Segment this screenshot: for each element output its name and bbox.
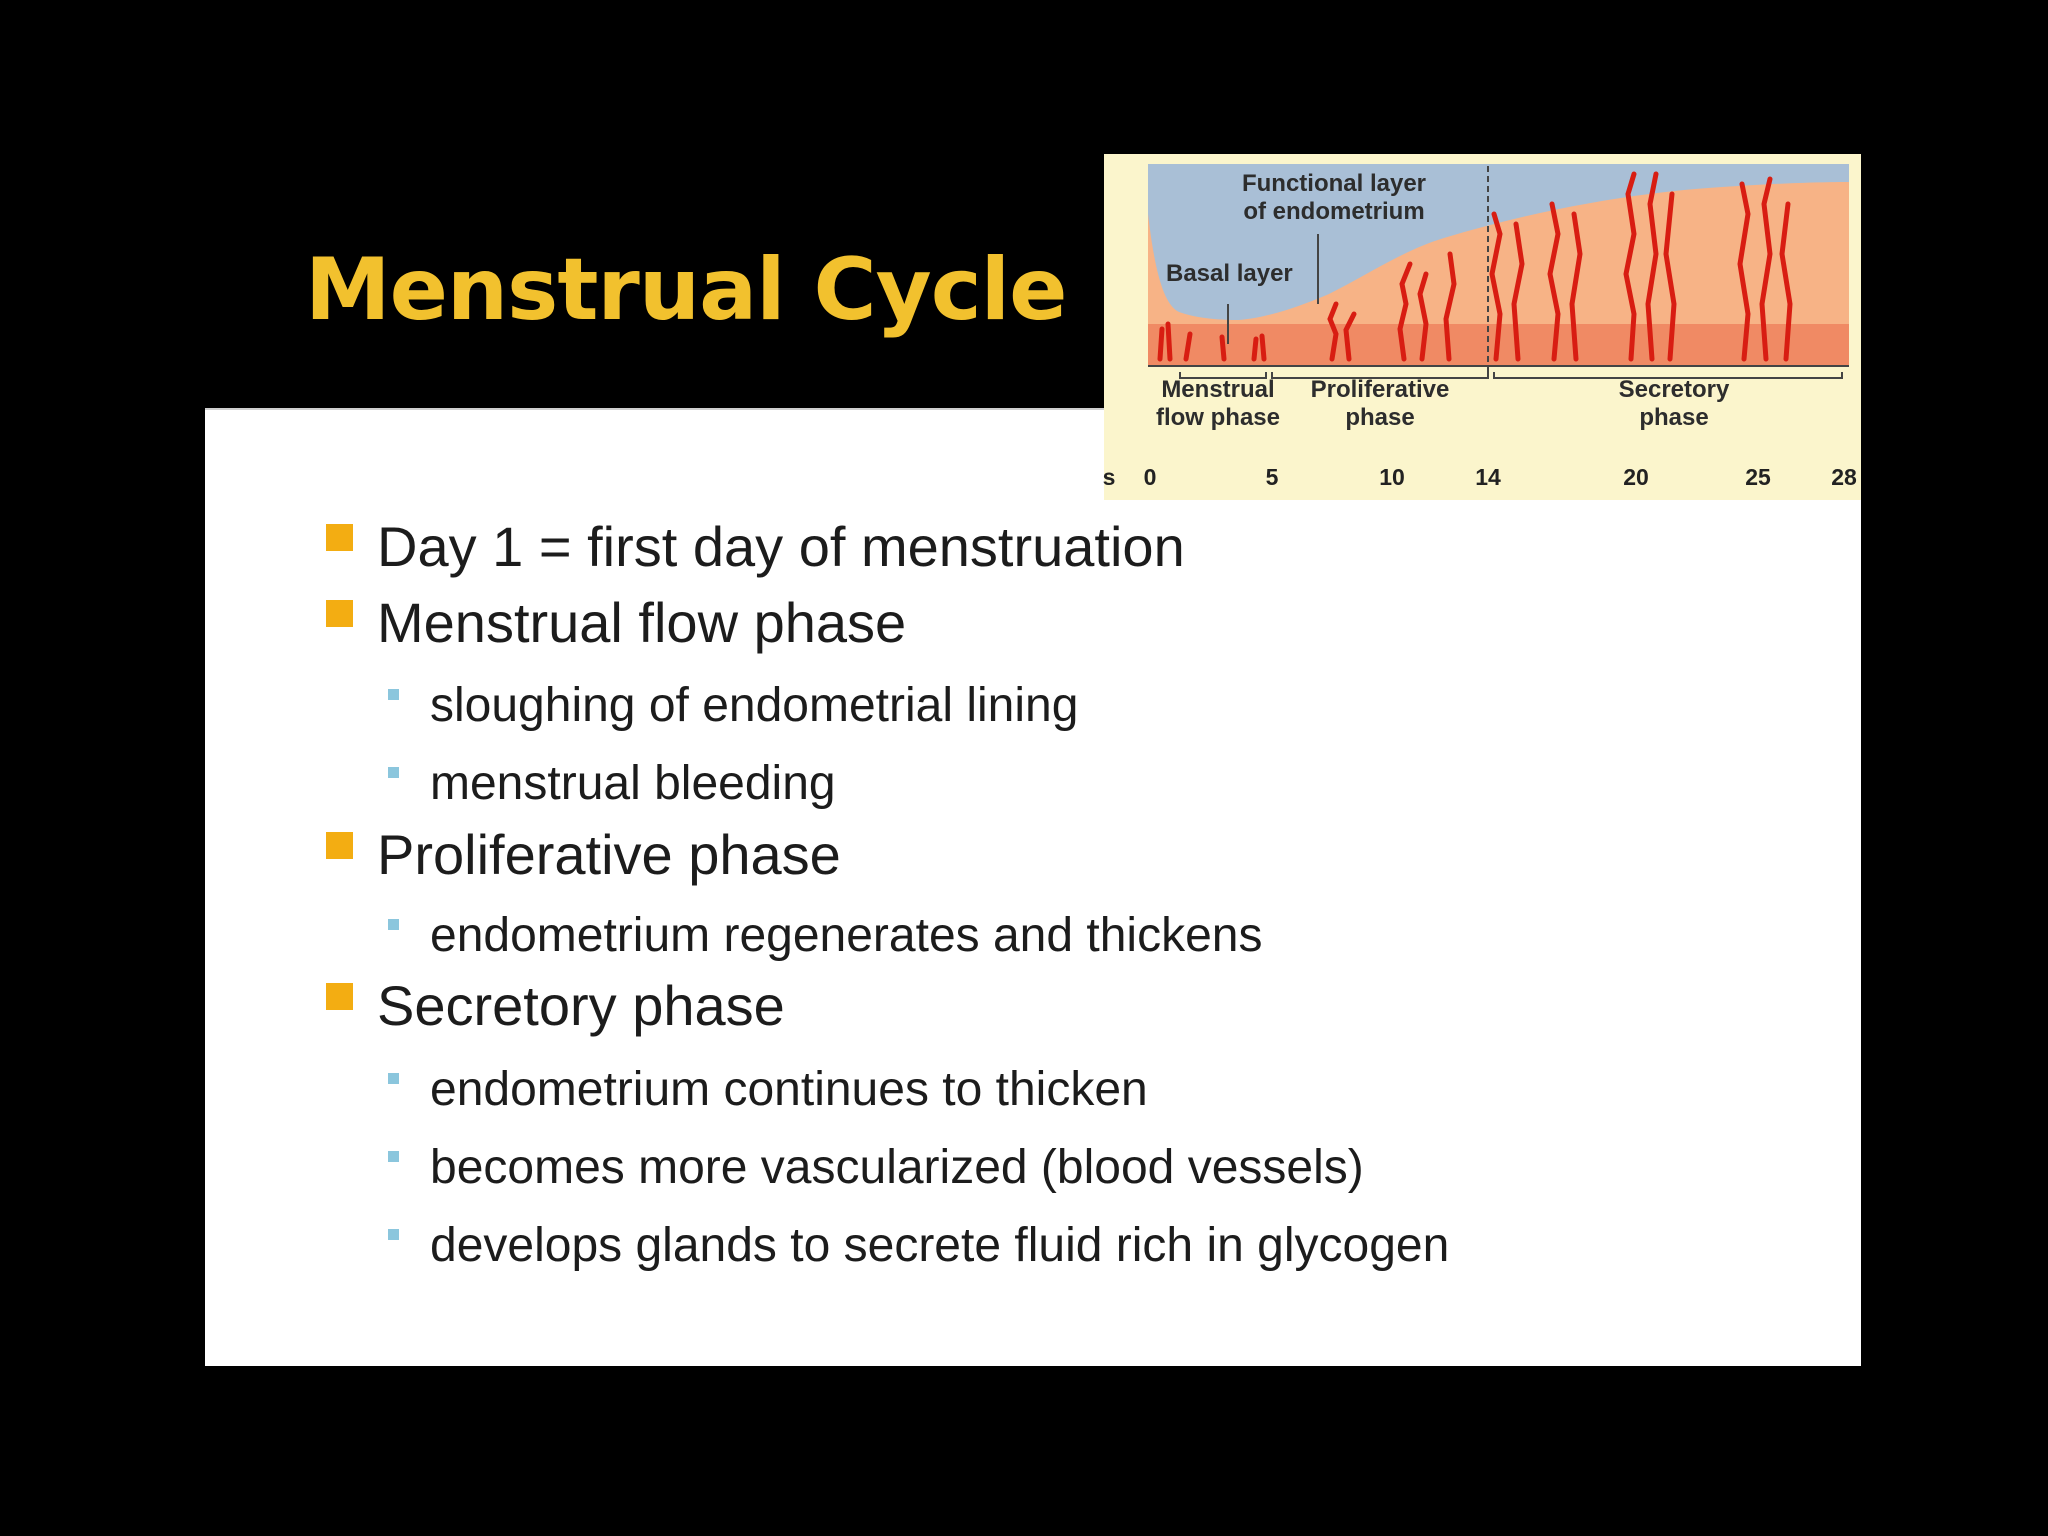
day-tick-label: 5 bbox=[1265, 464, 1279, 490]
sub-bullet-item bbox=[430, 908, 1262, 963]
day-tick-label: 25 bbox=[1745, 464, 1771, 490]
square-bullet-icon bbox=[326, 600, 353, 627]
bullet-list bbox=[205, 410, 1861, 1366]
bullet-text: Secretory phase bbox=[377, 974, 785, 1037]
bullet-item bbox=[377, 590, 906, 655]
phase-label-menstrual: Menstrual flow phase bbox=[1155, 376, 1281, 431]
sub-bullet-item bbox=[430, 1140, 1364, 1195]
functional-layer-label: Functional layer of endometrium bbox=[1241, 170, 1427, 225]
square-bullet-icon bbox=[326, 524, 353, 551]
phase-label-secretory: Secretory phase bbox=[1618, 376, 1730, 431]
small-square-bullet-icon bbox=[388, 919, 399, 930]
square-bullet-icon bbox=[326, 832, 353, 859]
bullet-text: menstrual bleeding bbox=[430, 757, 836, 810]
bullet-text: Proliferative phase bbox=[377, 823, 841, 886]
day-tick-label: 0 bbox=[1143, 464, 1157, 490]
sub-bullet-item bbox=[430, 756, 836, 811]
day-tick-label: 10 bbox=[1379, 464, 1405, 490]
bullet-text: endometrium regenerates and thickens bbox=[430, 909, 1263, 962]
small-square-bullet-icon bbox=[388, 1073, 399, 1084]
small-square-bullet-icon bbox=[388, 1229, 399, 1240]
day-tick-label: 20 bbox=[1623, 464, 1649, 490]
day-tick-label: 14 bbox=[1475, 464, 1501, 490]
bullet-text: Day 1 = first day of menstruation bbox=[377, 515, 1185, 578]
day-tick-label: 28 bbox=[1831, 464, 1857, 490]
bullet-text: endometrium continues to thicken bbox=[430, 1063, 1148, 1116]
bullet-item bbox=[377, 822, 841, 887]
sub-bullet-item bbox=[430, 678, 1078, 733]
cut-off-label: s bbox=[1102, 464, 1116, 490]
square-bullet-icon bbox=[326, 983, 353, 1010]
bullet-text: Menstrual flow phase bbox=[377, 591, 907, 654]
phase-label-proliferative: Proliferative phase bbox=[1310, 376, 1450, 431]
sub-bullet-item bbox=[430, 1062, 1148, 1117]
endometrium-diagram bbox=[1104, 154, 1861, 500]
small-square-bullet-icon bbox=[388, 689, 399, 700]
bullet-item bbox=[377, 973, 785, 1038]
sub-bullet-item bbox=[430, 1218, 1449, 1273]
small-square-bullet-icon bbox=[388, 767, 399, 778]
slide-title: Menstrual Cycle bbox=[305, 240, 1067, 340]
bullet-text: becomes more vascularized (blood vessels) bbox=[430, 1141, 1364, 1194]
bullet-text: develops glands to secrete fluid rich in glycogen bbox=[430, 1219, 1450, 1272]
content-panel bbox=[205, 408, 1861, 1366]
bullet-text: sloughing of endometrial lining bbox=[430, 679, 1079, 732]
small-square-bullet-icon bbox=[388, 1151, 399, 1162]
basal-layer-label: Basal layer bbox=[1166, 260, 1293, 287]
bullet-item bbox=[377, 514, 1185, 579]
